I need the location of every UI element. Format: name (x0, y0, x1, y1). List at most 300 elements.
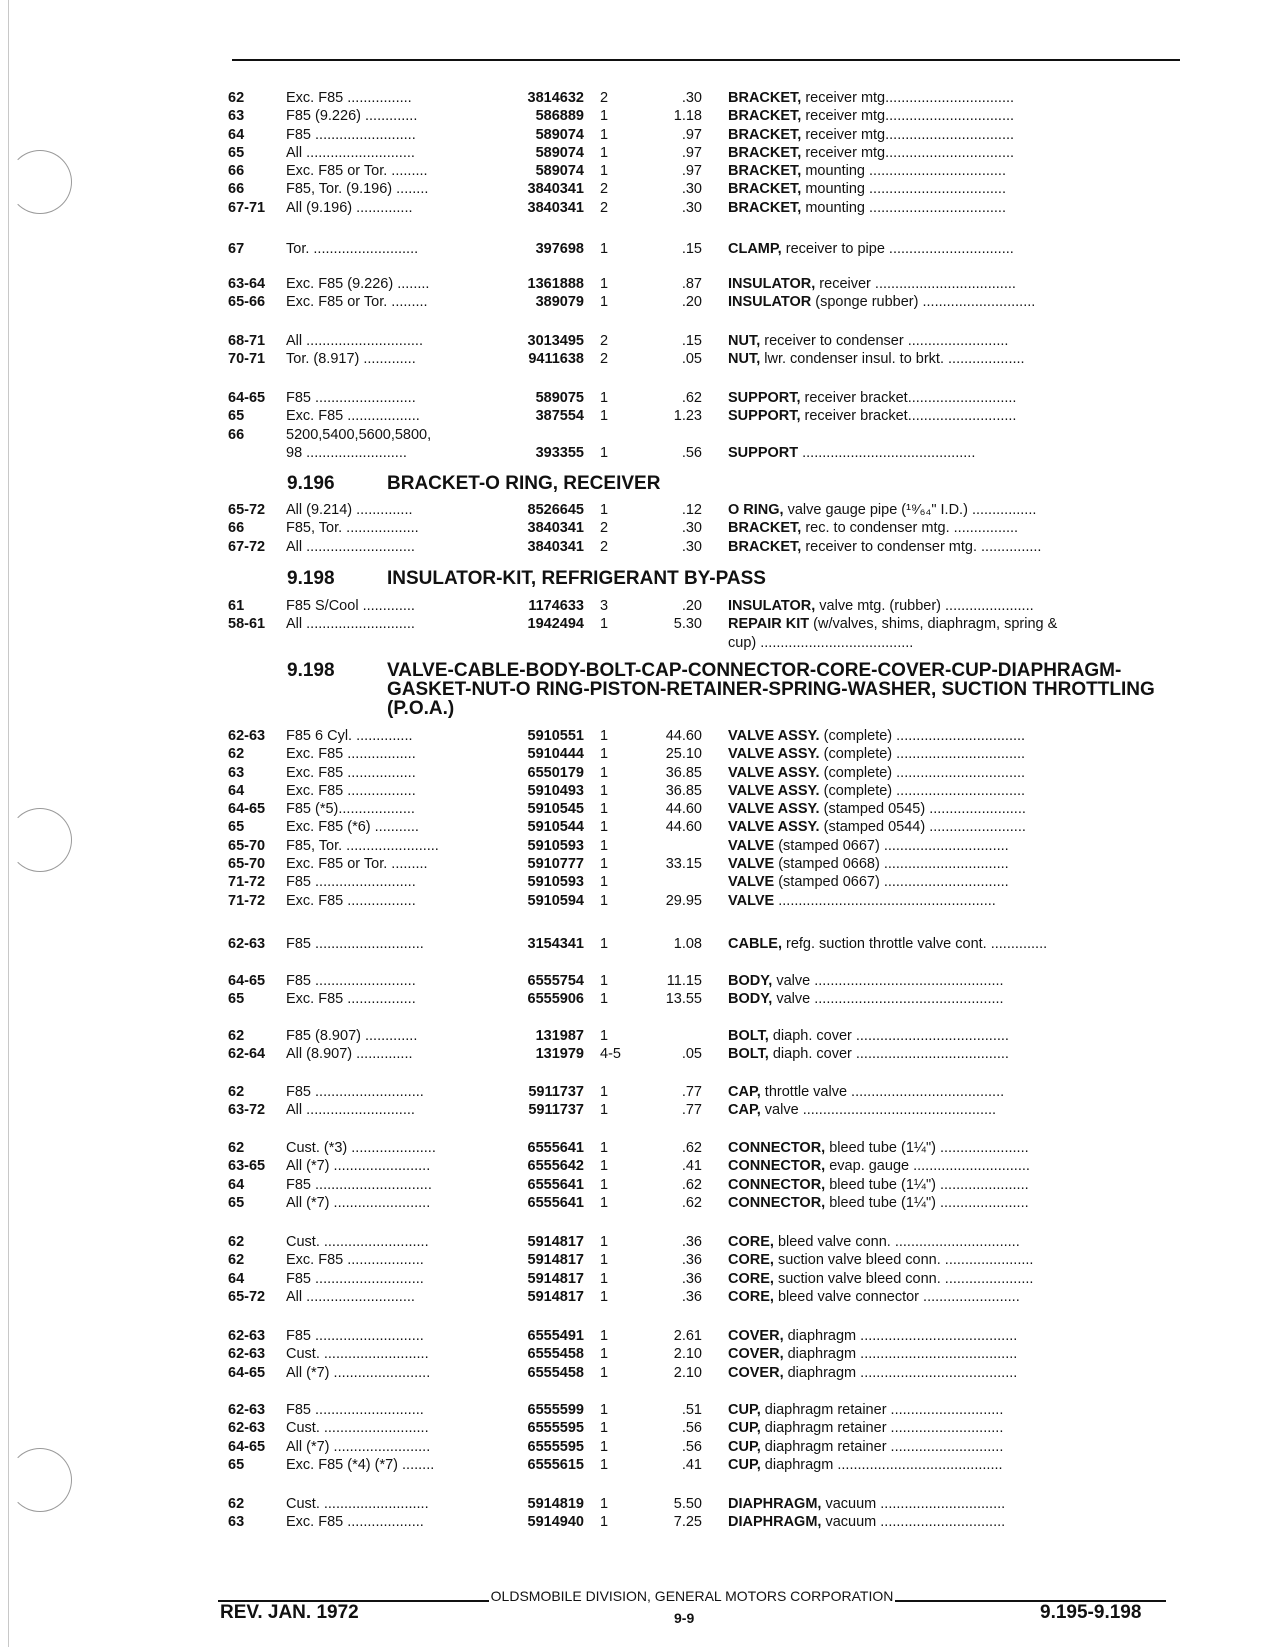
section-heading-9-198-valve (287, 661, 1187, 718)
year-cell: 64-65 (228, 801, 266, 818)
footer-corporation: OLDSMOBILE DIVISION, GENERAL MOTORS CORPORATION (490, 1588, 894, 1604)
part-number-cell: 5914940 (527, 1514, 584, 1531)
page-edge (8, 0, 9, 1647)
description-cell (702, 1514, 1172, 1530)
parts-group-nut (228, 333, 1188, 370)
price-cell: 44.60 (665, 728, 702, 744)
table-row (228, 1046, 1188, 1064)
description-cell (702, 991, 1172, 1007)
description-cell (702, 874, 1172, 890)
quantity-cell: 1 (600, 728, 609, 744)
price-cell: .62 (681, 1176, 702, 1193)
year-cell: 66 (228, 426, 245, 443)
description-cell (702, 1346, 1172, 1362)
section-title: VALVE-CABLE-BODY-BOLT-CAP-CONNECTOR-CORE-COVER-CUP-DIAPHRAGM-GASKET-NUT-O RING-PISTON-RETAINER-SPRING-WASHER, SUCTION THROTTLING (P.O.A.) (387, 660, 1155, 719)
description-cell (702, 390, 1172, 406)
description-detail: diaphragm ....................................... (783, 1346, 1018, 1363)
table-row (228, 1496, 1188, 1514)
description-name: DIAPHRAGM, (728, 1514, 822, 1531)
year-cell: 65-72 (228, 1288, 266, 1305)
description-cell (702, 333, 1172, 349)
quantity-cell: 1 (600, 874, 609, 891)
price-cell: 5.50 (673, 1496, 702, 1512)
description-name: CORE, (728, 1270, 774, 1287)
price-cell: .05 (681, 351, 702, 368)
year-cell: 66 (228, 163, 245, 180)
quantity-cell: 1 (600, 801, 609, 818)
description-name: VALVE ASSY. (728, 782, 820, 799)
year-cell: 62 (228, 1028, 245, 1044)
table-row (228, 1346, 1188, 1364)
part-number-cell: 6555906 (527, 991, 584, 1008)
table-row (228, 1271, 1188, 1289)
quantity-cell: 1 (600, 1514, 609, 1531)
table-row (228, 1234, 1188, 1252)
part-number-cell: 3840341 (527, 199, 584, 216)
description-name: CUP, (728, 1438, 761, 1455)
price-cell: .62 (681, 1140, 702, 1156)
description-cell (702, 1140, 1172, 1156)
description-detail: evap. gauge ............................. (825, 1158, 1030, 1175)
description-name: CONNECTOR, (728, 1140, 826, 1156)
part-number-cell: 1174633 (528, 598, 584, 614)
description-name: CLAMP, (728, 241, 782, 257)
description-detail: refg. suction throttle valve cont. .............. (781, 936, 1048, 952)
model-cell: Cust. .......................... (286, 1346, 429, 1363)
description-detail: ...................................................... (774, 892, 996, 909)
description-name: NUT, (728, 351, 761, 368)
model-cell: F85 S/Cool ............. (286, 598, 415, 614)
model-cell: Exc. F85 or Tor. ......... (286, 856, 428, 873)
table-row (228, 390, 1188, 408)
part-number-cell: 3840341 (527, 181, 584, 198)
price-cell: .36 (681, 1252, 702, 1269)
model-cell: F85 ......................... (286, 390, 416, 406)
table-row (228, 1365, 1188, 1383)
part-number-cell: 8526645 (527, 502, 584, 518)
model-cell: Tor. (8.917) ............. (286, 351, 416, 368)
description-detail: mounting .................................. (801, 181, 1006, 198)
quantity-cell: 1 (600, 746, 609, 763)
quantity-cell: 1 (600, 1364, 609, 1381)
part-number-cell: 1361888 (527, 276, 584, 292)
quantity-cell: 1 (600, 108, 609, 125)
parts-group-insulator (228, 276, 1188, 313)
part-number-cell: 393355 (535, 444, 584, 461)
part-number-cell: 3840341 (527, 520, 584, 537)
model-cell: All (9.196) .............. (286, 199, 413, 216)
quantity-cell: 1 (600, 1158, 609, 1175)
year-cell: 71-72 (228, 892, 266, 909)
description-name: CUP, (728, 1420, 761, 1437)
part-number-cell: 589075 (535, 390, 584, 406)
year-cell: 65-72 (228, 502, 266, 518)
description-name: VALVE (728, 856, 775, 873)
year-cell: 62 (228, 1252, 245, 1269)
description-detail: (stamped 0544) ........................ (819, 819, 1026, 836)
year-cell: 66 (228, 520, 245, 537)
model-cell: Cust. .......................... (286, 1420, 429, 1437)
parts-group-cap (228, 1084, 1188, 1121)
year-cell: 62 (228, 1496, 245, 1512)
section-number: 9.198 (287, 568, 335, 589)
description-name: INSULATOR, (728, 276, 816, 292)
description-detail: receiver ................................... (815, 276, 1016, 292)
description-detail: (w/valves, shims, diaphragm, spring & (809, 616, 1058, 633)
part-number-cell: 6555458 (527, 1364, 584, 1381)
part-number-cell: 389079 (535, 294, 584, 311)
table-row (228, 333, 1188, 351)
parts-group-cover (228, 1328, 1188, 1383)
table-row (228, 241, 1188, 259)
description-detail: diaphragm retainer ............................ (760, 1438, 1004, 1455)
description-detail: (stamped 0545) ........................ (819, 801, 1026, 818)
model-cell: F85 6 Cyl. .............. (286, 728, 413, 744)
table-row (228, 1439, 1188, 1457)
description-cell (702, 1271, 1172, 1287)
description-cell (702, 520, 1172, 536)
price-cell: .56 (681, 444, 702, 461)
model-cell: F85 ......................... (286, 126, 416, 143)
year-cell: 67 (228, 241, 245, 257)
table-row (228, 893, 1188, 911)
table-row (228, 1158, 1188, 1176)
description-name: CAP, (728, 1102, 761, 1119)
part-number-cell: 397698 (535, 241, 584, 257)
description-name: SUPPORT, (728, 408, 801, 425)
year-cell: 62-63 (228, 1346, 266, 1363)
part-number-cell: 6555491 (527, 1328, 584, 1344)
part-number-cell: 5914817 (527, 1288, 584, 1305)
description-name: BRACKET, (728, 181, 802, 198)
quantity-cell: 3 (600, 598, 609, 614)
description-name: COVER, (728, 1346, 784, 1363)
quantity-cell: 2 (600, 181, 609, 198)
quantity-cell: 1 (600, 163, 609, 180)
description-detail: valve mtg. (rubber) ...................... (815, 598, 1034, 614)
price-cell: .97 (681, 144, 702, 161)
part-number-cell: 589074 (535, 144, 584, 161)
parts-group-body (228, 973, 1188, 1010)
model-cell: All (*7) ........................ (286, 1158, 431, 1175)
table-row (228, 973, 1188, 991)
part-number-cell: 589074 (535, 163, 584, 180)
description-detail: (stamped 0667) ............................... (774, 837, 1009, 854)
description-cell (702, 181, 1172, 197)
table-row (228, 598, 1188, 616)
price-cell: .87 (681, 276, 702, 292)
year-cell: 65 (228, 991, 245, 1008)
year-cell: 62 (228, 90, 245, 106)
description-detail: (sponge rubber) ............................ (811, 294, 1036, 311)
year-cell: 65 (228, 819, 245, 836)
description-cell (702, 973, 1172, 989)
description-name: BOLT, (728, 1028, 769, 1044)
table-row (228, 936, 1188, 954)
part-number-cell: 5914817 (527, 1252, 584, 1269)
price-cell: .36 (681, 1288, 702, 1305)
table-row (228, 520, 1188, 538)
part-number-cell: 6555641 (527, 1194, 584, 1211)
price-cell: .62 (681, 390, 702, 406)
year-cell: 70-71 (228, 351, 266, 368)
section-number: 9.196 (287, 473, 335, 494)
table-row (228, 408, 1188, 426)
description-detail: rec. to condenser mtg. ................ (801, 520, 1019, 537)
quantity-cell: 1 (600, 1028, 609, 1044)
model-cell: All (*7) ........................ (286, 1438, 431, 1455)
description-cell (702, 1328, 1172, 1344)
table-row (228, 351, 1188, 369)
part-number-cell: 5914819 (527, 1496, 584, 1512)
description-detail: receiver to condenser mtg. ............... (801, 538, 1042, 555)
year-cell: 63-65 (228, 1158, 266, 1175)
year-cell: 64 (228, 1270, 245, 1287)
model-cell: F85 ........................... (286, 1084, 424, 1100)
description-cell (702, 1365, 1172, 1381)
model-cell: F85 ......................... (286, 874, 416, 891)
description-detail: throttle valve ...................................... (760, 1084, 1005, 1100)
price-cell: 13.55 (665, 991, 702, 1008)
part-number-cell: 5914817 (527, 1234, 584, 1250)
table-row (228, 181, 1188, 199)
table-row (228, 1457, 1188, 1475)
year-cell: 67-72 (228, 538, 266, 555)
description-cell (702, 1084, 1172, 1100)
parts-group-insulator-kit (228, 598, 1188, 653)
model-cell: F85 ........................... (286, 1402, 424, 1418)
description-detail: diaphragm retainer ............................ (760, 1402, 1004, 1418)
description-name: INSULATOR (728, 294, 812, 311)
punch-hole (8, 150, 72, 214)
table-row (228, 1328, 1188, 1346)
part-number-cell: 6555458 (527, 1346, 584, 1363)
description-cell (702, 200, 1172, 216)
table-row (228, 145, 1188, 163)
quantity-cell: 1 (600, 502, 609, 518)
description-name: VALVE ASSY. (728, 746, 820, 763)
quantity-cell: 1 (600, 1496, 609, 1512)
part-number-cell: 6555642 (527, 1158, 584, 1175)
year-cell: 62 (228, 1140, 245, 1156)
model-cell: F85, Tor. ....................... (286, 837, 439, 854)
model-cell: F85 ............................. (286, 1176, 432, 1193)
year-cell: 64-65 (228, 1364, 266, 1381)
description-detail: bleed tube (1¼") ...................... (825, 1176, 1029, 1193)
description-cell (702, 1402, 1172, 1418)
table-row (228, 1028, 1188, 1046)
parts-group-support (228, 390, 1188, 463)
parts-group-core (228, 1234, 1188, 1307)
description-cell (702, 1177, 1172, 1193)
table-row (228, 294, 1188, 312)
model-cell: Exc. F85 (9.226) ........ (286, 276, 430, 292)
price-cell: 44.60 (665, 819, 702, 836)
model-cell: All (9.214) .............. (286, 502, 413, 518)
price-cell: .77 (681, 1084, 702, 1100)
quantity-cell: 1 (600, 892, 609, 909)
description-cell (702, 294, 1172, 310)
quantity-cell: 1 (600, 782, 609, 799)
part-number-cell: 6555599 (527, 1402, 584, 1418)
part-number-cell: 5914817 (527, 1270, 584, 1287)
description-detail: valve ............................................... (772, 991, 1004, 1008)
quantity-cell: 1 (600, 1288, 609, 1305)
price-cell: 2.61 (673, 1328, 702, 1344)
quantity-cell: 1 (600, 616, 609, 633)
year-cell: 66 (228, 181, 245, 198)
description-cell (702, 241, 1172, 257)
price-cell: .97 (681, 163, 702, 180)
description-cell (702, 1289, 1172, 1305)
description-detail: receiver mtg................................ (801, 144, 1015, 161)
year-cell: 62-63 (228, 1402, 266, 1418)
part-number-cell: 1942494 (527, 616, 584, 633)
quantity-cell: 1 (600, 991, 609, 1008)
parts-group-bracket (228, 90, 1188, 218)
description-detail: bleed valve connector ........................ (773, 1288, 1020, 1305)
quantity-cell: 1 (600, 1420, 609, 1437)
year-cell: 63-72 (228, 1102, 266, 1119)
price-cell: 1.08 (673, 936, 702, 952)
quantity-cell: 1 (600, 1346, 609, 1363)
table-row (228, 874, 1188, 892)
model-cell: Exc. F85 or Tor. ......... (286, 163, 428, 180)
year-cell: 62-63 (228, 728, 266, 744)
part-number-cell: 6555754 (527, 973, 584, 989)
price-cell: .62 (681, 1194, 702, 1211)
parts-group-connector (228, 1140, 1188, 1213)
year-cell: 65 (228, 144, 245, 161)
part-number-cell: 3840341 (527, 538, 584, 555)
table-row (228, 1252, 1188, 1270)
year-cell: 62-63 (228, 1328, 266, 1344)
section-number: 9.198 (287, 660, 335, 681)
part-number-cell: 5910493 (527, 782, 584, 799)
price-cell: 36.85 (665, 764, 702, 781)
price-cell: .56 (681, 1420, 702, 1437)
table-row (228, 746, 1188, 764)
table-row (228, 635, 1188, 653)
description-name: VALVE (728, 892, 775, 909)
description-detail: (complete) ................................ (819, 764, 1026, 781)
description-detail: bleed tube (1¼") ...................... (825, 1140, 1029, 1156)
table-row (228, 90, 1188, 108)
year-cell: 64-65 (228, 1438, 266, 1455)
model-cell: F85 ......................... (286, 973, 416, 989)
part-number-cell: 5910444 (527, 746, 584, 763)
parts-group-cup (228, 1402, 1188, 1475)
quantity-cell: 1 (600, 1234, 609, 1250)
description-detail: diaphragm ....................................... (783, 1328, 1018, 1344)
model-cell: All ........................... (286, 538, 415, 555)
model-cell: All ........................... (286, 1288, 415, 1305)
description-cell (702, 1028, 1172, 1044)
description-name: BRACKET, (728, 90, 802, 106)
price-cell: .36 (681, 1270, 702, 1287)
model-cell: All ........................... (286, 1102, 415, 1119)
description-cell (702, 1102, 1172, 1118)
model-cell: Exc. F85 ................... (286, 1514, 424, 1531)
description-name: BRACKET, (728, 520, 802, 537)
quantity-cell: 1 (600, 1402, 609, 1418)
description-name: CUP, (728, 1402, 761, 1418)
description-cell (702, 616, 1172, 632)
model-cell: F85, Tor. (9.196) ........ (286, 181, 429, 198)
price-cell: .30 (681, 199, 702, 216)
part-number-cell: 5910594 (527, 892, 584, 909)
quantity-cell: 1 (600, 837, 609, 854)
description-detail: diaphragm retainer ............................ (760, 1420, 1004, 1437)
quantity-cell: 1 (600, 764, 609, 781)
description-cell (702, 728, 1172, 744)
description-name: BRACKET, (728, 108, 802, 125)
parts-group-cable (228, 936, 1188, 954)
description-name: CUP, (728, 1456, 761, 1473)
parts-group-bracket-o-ring (228, 502, 1188, 557)
price-cell: 2.10 (673, 1346, 702, 1363)
description-detail: receiver bracket........................... (800, 390, 1017, 406)
description-cell (702, 838, 1172, 854)
description-name: BRACKET, (728, 163, 802, 180)
description-cell (702, 145, 1172, 161)
part-number-cell: 6555641 (527, 1140, 584, 1156)
price-cell: 25.10 (665, 746, 702, 763)
quantity-cell: 1 (600, 1456, 609, 1473)
description-detail: lwr. condenser insul. to brkt. ................... (760, 351, 1025, 368)
description-detail: valve ................................................ (760, 1102, 997, 1119)
table-row (228, 838, 1188, 856)
description-name: BRACKET, (728, 144, 802, 161)
model-cell: F85 ........................... (286, 936, 424, 952)
model-cell: Exc. F85 ................. (286, 782, 416, 799)
table-row (228, 539, 1188, 557)
quantity-cell: 1 (600, 819, 609, 836)
model-cell: Cust. (*3) ..................... (286, 1140, 436, 1156)
price-cell: .51 (681, 1402, 702, 1418)
quantity-cell: 1 (600, 444, 609, 461)
description-detail: diaph. cover ...................................... (768, 1028, 1009, 1044)
table-row (228, 728, 1188, 746)
description-cell (702, 936, 1172, 952)
description-detail: (stamped 0667) ............................... (774, 874, 1009, 891)
part-number-cell: 6550179 (527, 764, 584, 781)
description-name: CABLE, (728, 936, 782, 952)
model-cell: F85 ........................... (286, 1328, 424, 1344)
table-row (228, 1102, 1188, 1120)
quantity-cell: 1 (600, 1084, 609, 1100)
model-cell: All (*7) ........................ (286, 1194, 431, 1211)
model-cell: Exc. F85 .................. (286, 408, 420, 425)
model-cell: Exc. F85 ................... (286, 1252, 424, 1269)
part-number-cell: 6555641 (527, 1176, 584, 1193)
price-cell: .15 (681, 333, 702, 349)
year-cell: 63 (228, 764, 245, 781)
description-cell (702, 408, 1172, 424)
year-cell: 64 (228, 782, 245, 799)
description-detail: diaphragm ....................................... (783, 1364, 1018, 1381)
model-cell: Exc. F85 or Tor. ......... (286, 294, 428, 311)
part-number-cell: 131987 (535, 1028, 584, 1044)
section-heading-9-196 (287, 473, 660, 495)
description-name: SUPPORT, (728, 390, 801, 406)
table-row (228, 1177, 1188, 1195)
description-cell (702, 163, 1172, 179)
quantity-cell: 2 (600, 333, 609, 349)
description-name: VALVE ASSY. (728, 728, 820, 744)
table-row (228, 200, 1188, 218)
description-name: INSULATOR, (728, 598, 816, 614)
